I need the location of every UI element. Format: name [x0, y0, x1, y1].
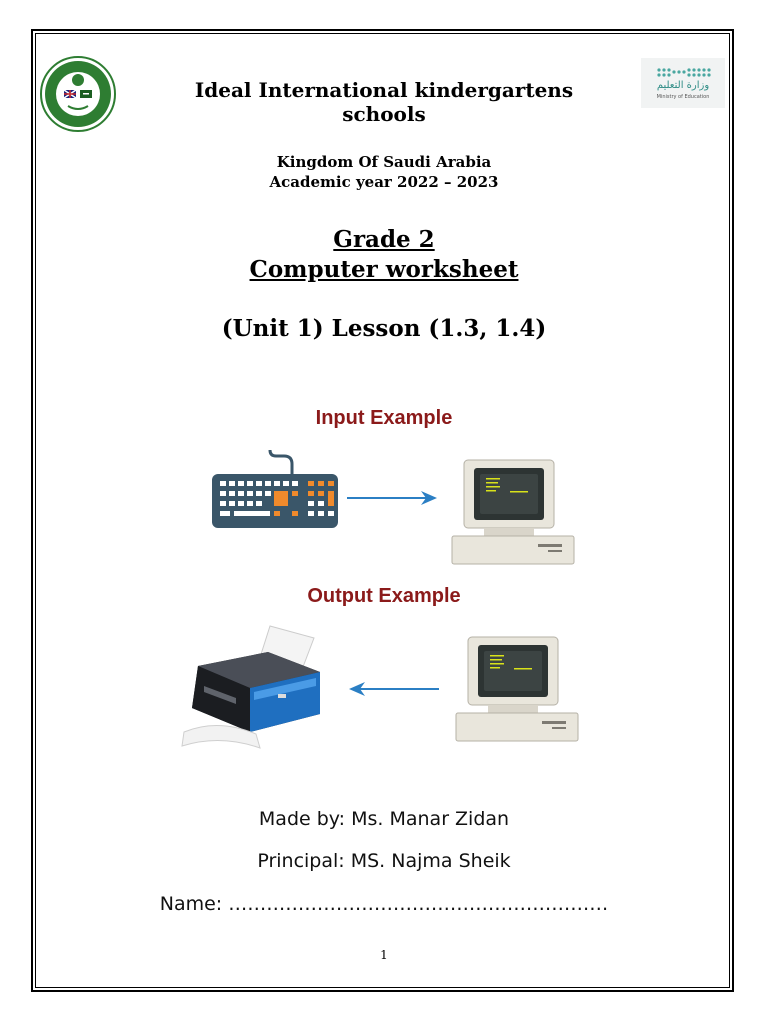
worksheet-title: Computer worksheet: [249, 256, 519, 283]
arrow-left-icon: [347, 681, 439, 697]
lesson-title: (Unit 1) Lesson (1.3, 1.4): [221, 315, 547, 342]
computer-icon: [454, 635, 580, 743]
grade-title: Grade 2: [333, 226, 435, 253]
ministry-logo-english-text: Ministry of Education: [656, 94, 710, 100]
school-title-line1: Ideal International kindergartens: [194, 78, 574, 102]
arrow-right-icon: [347, 490, 439, 506]
student-name-line[interactable]: Name: ……………………………………………………: [159, 893, 609, 915]
keyboard-icon: [210, 448, 340, 530]
country-block: [0, 152, 768, 192]
computer-icon: [450, 458, 576, 566]
principal-line: Principal: MS. Najma Sheik: [257, 850, 511, 872]
school-title-line2: schools: [342, 102, 426, 126]
school-title: [0, 78, 768, 126]
made-by-line: Made by: Ms. Manar Zidan: [258, 808, 510, 830]
country-name: Kingdom Of Saudi Arabia: [276, 153, 492, 171]
input-example-heading: Input Example: [315, 407, 453, 429]
title-block: [0, 225, 768, 285]
academic-year: Academic year 2022 – 2023: [269, 173, 499, 191]
ministry-logo-arabic-text: وزارة التعليم: [656, 80, 710, 91]
printer-icon: [178, 622, 326, 752]
output-example-heading: Output Example: [307, 585, 461, 607]
page-number: 1: [380, 948, 388, 962]
